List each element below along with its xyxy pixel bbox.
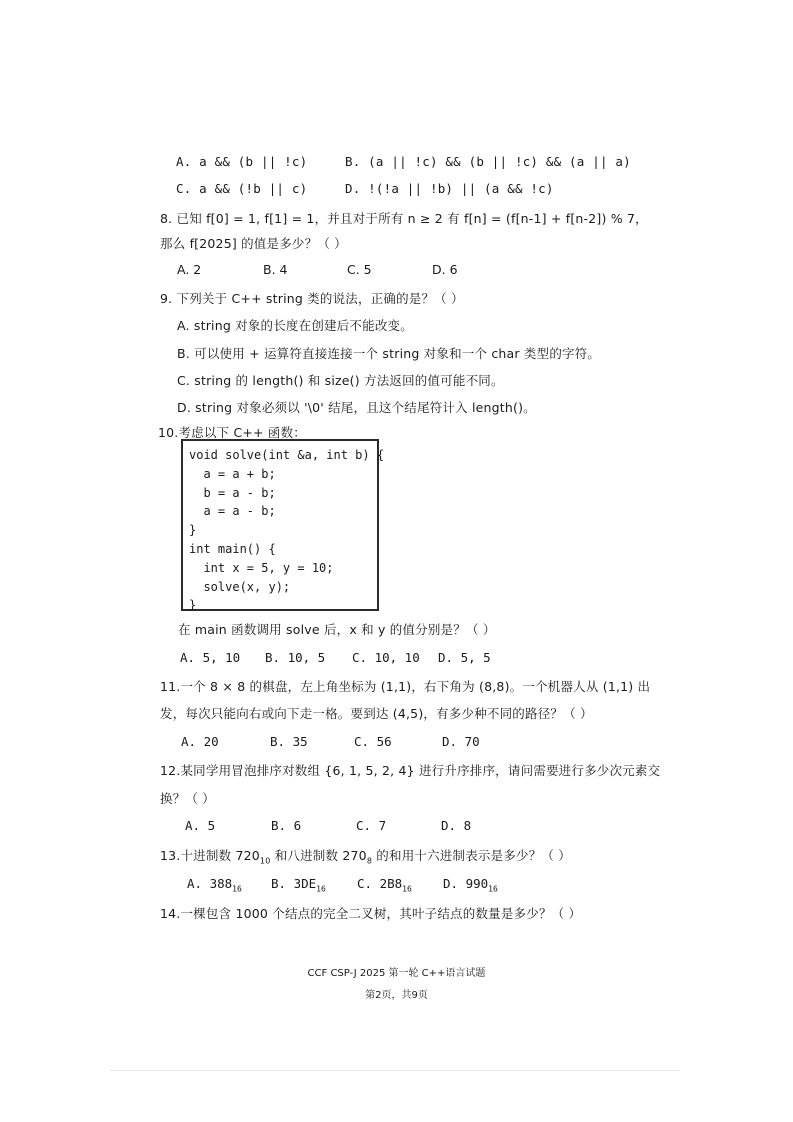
q13-option-b: B. $3DE_{16}$ (271, 876, 326, 894)
q8-option-d: D. 6 (432, 262, 458, 277)
q9-option-d: D. string 对象必须以 '\0' 结尾，且这个结尾符计入 length()。 (177, 400, 536, 415)
q9-option-c: C. string 的 length() 和 size() 方法返回的值可能不同。 (177, 373, 504, 388)
q8-stem-line1: 8. 已知 f[0] = 1, f[1] = 1，并且对于所有 n ≥ 2 有 f[n] = (f[n-1] + f[n-2]) % 7， (160, 211, 648, 226)
q7-option-d: D. !(!a || !b) || (a && !c) (345, 181, 554, 196)
q10-question: 在 main 函数调用 solve 后，x 和 y 的值分别是？（ ） (178, 622, 496, 637)
code-line: } (189, 598, 197, 613)
q11-option-a: A. 20 (181, 734, 219, 749)
q14-stem: 14.一棵包含 1000 个结点的完全二叉树，其叶子结点的数量是多少？（ ） (160, 906, 582, 921)
q12-option-a: A. 5 (185, 818, 216, 833)
page-divider (110, 1070, 680, 1071)
q9-option-a: A. string 对象的长度在创建后不能改变。 (177, 318, 413, 333)
q8-option-a: A. 2 (177, 262, 202, 277)
q13-option-d: D. $990_{16}$ (443, 876, 498, 894)
code-block (181, 439, 385, 613)
q11-option-c: C. 56 (354, 734, 392, 749)
q11-option-d: D. 70 (442, 734, 480, 749)
q7-option-c: C. a && (!b || c) (176, 181, 308, 196)
q7-option-b: B. (a || !c) && (b || !c) && (a || a) (345, 154, 631, 169)
q10-option-a: A. 5, 10 (180, 650, 241, 665)
q10-option-d: D. 5, 5 (438, 650, 491, 665)
q12-option-b: B. 6 (271, 818, 302, 833)
q12-option-d: D. 8 (441, 818, 472, 833)
q11-option-b: B. 35 (270, 734, 308, 749)
q13-stem (160, 846, 571, 866)
code-line: int main() { (189, 541, 276, 556)
q12-stem-line2: 换？（ ） (160, 791, 215, 806)
q8-stem-line2: 那么 f[2025] 的值是多少？（ ） (160, 236, 347, 251)
q9-option-b: B. 可以使用 + 运算符直接连接一个 string 对象和一个 char 类型的字符。 (177, 346, 601, 361)
q9-stem: 9. 下列关于 C++ string 类的说法，正确的是？（ ） (160, 291, 464, 306)
q13-stem-prefix: 13.十进制数 720 (160, 848, 260, 863)
q8-option-b: B. 4 (263, 262, 288, 277)
code-line: void solve(int &a, int b) { (189, 448, 385, 462)
code-line: b = a - b; (189, 485, 276, 500)
footer-title: CCF CSP-J 2025 第一轮 C++语言试题 (307, 968, 486, 979)
code-line: a = a - b; (189, 504, 276, 519)
q13-stem-mid: 和八进制数 270 (270, 848, 367, 863)
code-line: a = a + b; (189, 466, 276, 481)
q10-option-c: C. 10, 10 (352, 650, 420, 665)
footer-page-number: 第2页，共9页 (365, 990, 428, 1001)
q12-option-c: C. 7 (356, 818, 387, 833)
q13-option-a: A. $388_{16}$ (187, 876, 242, 894)
q10-option-b: B. 10, 5 (265, 650, 326, 665)
code-line: solve(x, y); (189, 579, 291, 594)
code-line: int x = 5, y = 10; (189, 560, 334, 575)
q11-stem-line2: 发，每次只能向右或向下走一格。要到达 (4,5)，有多少种不同的路径？（ ） (160, 706, 593, 721)
q13-stem-suffix: 的和用十六进制表示是多少？（ ） (372, 848, 571, 863)
q8-option-c: C. 5 (347, 262, 372, 277)
q12-stem-line1: 12.某同学用冒泡排序对数组 {6, 1, 5, 2, 4} 进行升序排序，请问需要进行多少次元素交 (160, 763, 661, 778)
code-line: } (189, 523, 197, 538)
q13-option-c: C. $2B8_{16}$ (357, 876, 412, 894)
q13-sub-decimal: 10 (259, 856, 271, 866)
q7-option-a: A. a && (b || !c) (176, 154, 308, 169)
q13-sub-octal: 8 (366, 856, 373, 866)
q10-stem: 10.考虑以下 C++ 函数： (158, 425, 307, 440)
q11-stem-line1: 11.一个 8 × 8 的棋盘，左上角坐标为 (1,1)，右下角为 (8,8)。一个机器人从 (1,1) 出 (160, 679, 651, 694)
